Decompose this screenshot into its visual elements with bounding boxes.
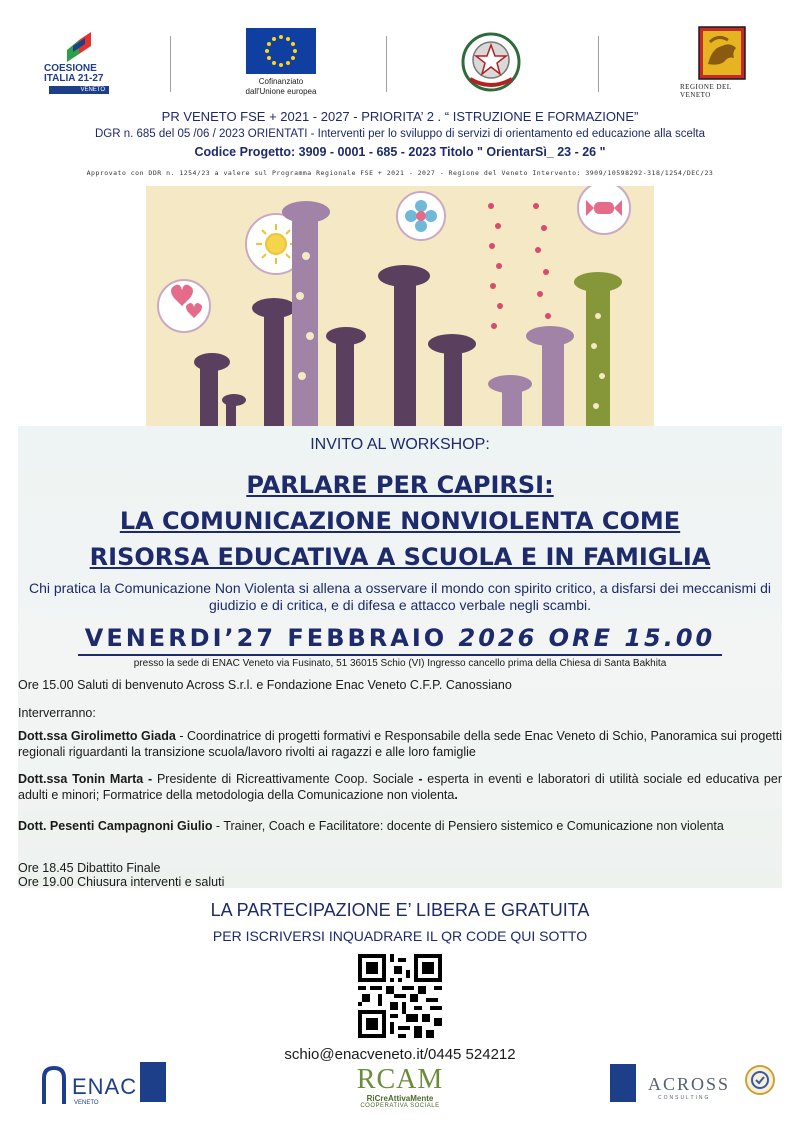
across-consulting-logo: [610, 1062, 790, 1122]
header-line2: DGR n. 685 del 05 /06 / 2023 ORIENTATI - Interventi per lo sviluppo di servizi di orientamento ed educazione alla scelta: [94, 128, 706, 140]
date-italic: 2026 ORE 15.00: [458, 624, 716, 652]
header-line1: PR VENETO FSE + 2021 - 2027 - PRIORITA’ 2 . “ ISTRUZIONE E FORMAZIONE”: [161, 109, 639, 124]
header-line4: Approvato con DDR n. 1254/23 a valere sul Programma Regionale FSE + 2021 - 2027 - Regione del Veneto Intervento: 3909/10598292-318/1254/DEC/23: [86, 169, 714, 177]
ricreattivamente-logo: [350, 1062, 450, 1122]
lion-of-saint-mark-icon: [698, 26, 746, 80]
italian-emblem-icon: [460, 31, 522, 93]
dibattito: Ore 18.45 Dibattito Finale: [18, 861, 161, 875]
header-line3: Codice Progetto: 3909 - 0001 - 685 - 2023 Titolo " OrientarSì_ 23 - 26 ": [194, 145, 606, 159]
partecipazione-libera: LA PARTECIPAZIONE E’ LIBERA E GRATUITA: [210, 900, 590, 920]
speaker-desc: Presidente di Ricreattivamente Coop. Sociale: [152, 772, 419, 786]
speaker-desc: - Coordinatrice di progetti formativi e Responsabile della sede Enac Veneto di Schio, Panoramica sui progetti regionali riguardanti la transizione scuola/lavoro rivolti ai ragazzi e alle loro famiglie: [18, 729, 782, 759]
intro-paragraph: Chi pratica la Comunicazione Non Violenta si allena a osservare il mondo con spirito critico, a disfarsi dei meccanismi di giudizio e di critica, e di difesa e attacco verbale negli scambi.: [28, 580, 772, 613]
venue: presso la sede di ENAC Veneto via Fusinato, 51 36015 Schio (VI) Ingresso cancello prima della Chiesa di Santa Bakhita: [133, 658, 667, 669]
speaker-name: Dott. Pesenti Campagnoni Giulio: [18, 819, 213, 833]
qr-code-icon[interactable]: [358, 954, 442, 1038]
title-line1: PARLARE PER CAPIRSI:: [246, 471, 554, 499]
eu-flag-icon: [246, 28, 316, 74]
accreditation-badge-icon: [610, 1064, 636, 1102]
title-line2: LA COMUNICAZIONE NONVIOLENTA COME: [119, 507, 681, 535]
across-name: ACROSS: [648, 1074, 731, 1094]
event-date: [0, 624, 800, 652]
speaker-dash: -: [418, 772, 423, 786]
rcam-name: RCAM: [356, 1064, 444, 1095]
eu-caption-line1: Cofinanziato: [258, 76, 304, 86]
eu-caption-line2: dall'Unione europea: [245, 86, 317, 96]
veneto-caption: REGIONE DEL VENETO: [680, 82, 732, 99]
coesione-bar: VENETO: [49, 86, 109, 94]
certification-seal-icon: [744, 1064, 776, 1096]
logo-row: [0, 22, 800, 102]
eu-logo: [245, 22, 317, 102]
rcam-sub2: COOPERATIVA SOCIALE: [360, 1103, 440, 1109]
date-underline: [78, 654, 722, 656]
speaker-desc: - Trainer, Coach e Facilitatore: docente di Pensiero sistemico e Comunicazione non violenta: [212, 819, 724, 833]
logo-divider: [170, 36, 171, 92]
saluti: Ore 15.00 Saluti di benvenuto Across S.r.l. e Fondazione Enac Veneto C.F.P. Canossiano: [18, 678, 512, 692]
speaker-name: Dott.ssa Girolimetto Giada: [18, 729, 176, 743]
speaker-girolimetto: [18, 728, 782, 760]
enac-veneto-logo: [40, 1062, 160, 1122]
giraffes-artwork: [146, 186, 654, 426]
coesione-line2: ITALIA 21-27: [44, 73, 104, 84]
invito-label: INVITO AL WORKSHOP:: [310, 436, 490, 453]
chiusura: Ore 19.00 Chiusura interventi e saluti: [18, 875, 225, 889]
giraffes-illustration-icon: [146, 186, 654, 426]
regione-veneto-logo: [680, 22, 764, 102]
logo-divider: [386, 36, 387, 92]
enac-mark-icon: [40, 1064, 70, 1108]
coesione-mark-icon: [59, 30, 99, 64]
repubblica-italiana-emblem: [460, 22, 522, 102]
coesione-italia-logo: [44, 22, 114, 102]
accreditation-badge-icon: [140, 1062, 166, 1102]
interverranno: Interverranno:: [18, 706, 96, 720]
speaker-pesenti: [18, 818, 782, 834]
coesione-line1: COESIONE: [44, 63, 97, 74]
contact-info: schio@enacveneto.it/0445 524212: [284, 1046, 516, 1063]
rcam-sub: RiCreAttivaMente: [366, 1094, 434, 1103]
enac-name: ENAC: [72, 1074, 138, 1099]
speaker-name: Dott.ssa Tonin Marta -: [18, 772, 153, 786]
speaker-desc2: esperta in eventi e laboratori di utilità sociale ed educativa per adulti e minori; Formatrice della metodologia della Comunicazione non violenta: [18, 772, 782, 802]
across-sub: CONSULTING: [658, 1095, 711, 1101]
speaker-dot: .: [454, 788, 458, 802]
logo-divider: [598, 36, 599, 92]
iscriversi-instructions: PER ISCRIVERSI INQUADRARE IL QR CODE QUI SOTTO: [212, 928, 588, 944]
speaker-tonin: [18, 771, 782, 803]
title-line3: RISORSA EDUCATIVA A SCUOLA E IN FAMIGLIA: [89, 543, 711, 571]
enac-sub: VENETO: [74, 1100, 99, 1106]
date-plain: VENERDI’27 FEBBRAIO: [84, 624, 459, 652]
